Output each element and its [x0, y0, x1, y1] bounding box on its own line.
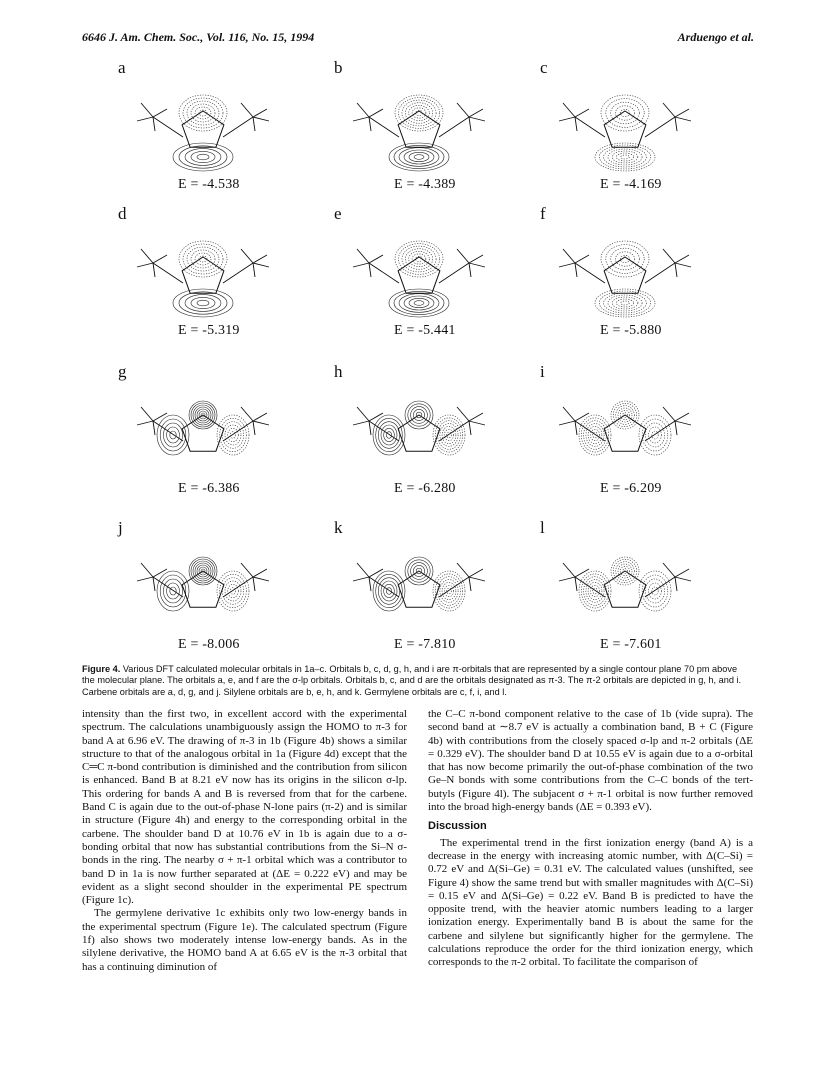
- panel-label: k: [334, 518, 343, 537]
- orbital-panel-i: [540, 362, 755, 512]
- orbital-energy: E = -6.280: [394, 481, 456, 496]
- figure-caption: [82, 664, 752, 698]
- orbital-panel-j: [118, 518, 333, 668]
- orbital-contour-plot: [334, 380, 534, 485]
- orbital-energy: E = -6.386: [178, 481, 240, 496]
- orbital-contour-plot: [334, 222, 534, 327]
- panel-label: c: [540, 58, 548, 77]
- section-heading: Discussion: [428, 820, 487, 833]
- orbital-panel-b: [334, 58, 549, 208]
- right-paragraph-1: the C–C π-bond component relative to the case of 1b (vide supra). The second band at ∼8.7 eV is actually a combination band, B + C (Figure 4b) with contributions from the closely spaced σ-lp and π-2 orbitals (ΔE = 0.329 eV). The shoulder band D at 10.55 eV is again due to a σ-orbital that has now become primarily the out-of-phase combination of the two Ge–N bonds with some contributions from the C–C bonds of the tert-butyls (Figure 4l). The subjacent σ + π-1 orbital is now further removed into the broad high-energy bands (ΔE = 0.393 eV).: [428, 708, 753, 814]
- panel-label: h: [334, 362, 343, 381]
- orbital-panel-g: [118, 362, 333, 512]
- orbital-energy: E = -4.389: [394, 177, 456, 192]
- orbital-energy: E = -5.319: [178, 323, 240, 338]
- panel-label: b: [334, 58, 343, 77]
- orbital-panel-a: [118, 58, 333, 208]
- left-paragraph-2: The germylene derivative 1c exhibits only two low-energy bands in the experimental spectrum (Figure 1e). The calculated spectrum (Figure 1f) also shows two moderately intense low-energy bands. As in the silylene derivative, the HOMO band A at 6.65 eV is the π-3 orbital that has a continuing diminution of: [82, 907, 407, 973]
- orbital-contour-plot: [540, 222, 740, 327]
- caption-title: Figure 4.: [82, 664, 121, 674]
- orbital-energy: E = -6.209: [600, 481, 662, 496]
- right-column: [428, 708, 753, 970]
- panel-label: e: [334, 204, 342, 223]
- orbital-panel-h: [334, 362, 549, 512]
- orbital-contour-plot: [118, 222, 318, 327]
- right-paragraph-2: The experimental trend in the first ionization energy (band A) is a decrease in the energy with increasing atomic number, with Δ(C–Si) = 0.72 eV and Δ(Si–Ge) = 0.31 eV. The calculated values (unshifted, see Figure 4) show the same trend but with smaller magnitudes with Δ(C–Si) = 0.15 eV and Δ(Si–Ge) = 0.22 eV. Band B is predicted to have the opposite trend, with the heavier atomic numbers leading to a larger ionization energy. Experimentally band B is about the same for the carbene and silylene but significantly higher for the germylene. The calculations reproduce the order for the third ionization energy, which corresponds to the π-2 orbital. To facilitate the comparison of: [428, 836, 753, 969]
- panel-label: l: [540, 518, 545, 537]
- orbital-energy: E = -7.810: [394, 637, 456, 652]
- author-line: Arduengo et al.: [677, 30, 754, 44]
- caption-text: Various DFT calculated molecular orbitals in 1a–c. Orbitals b, c, d, g, h, and i are π-orbitals that are represented by a single contour plane 70 pm above the molecular plane. The orbitals a, e, and f are the σ-lp orbitals. Orbitals b, c, and d are the orbitals designated as π-3. The π-2 orbitals are depicted in g, h, and i. Carbene orbitals are a, d, g, and j. Silylene orbitals are b, e, h, and k. Germylene orbitals are c, f, i, and l.: [82, 664, 742, 697]
- orbital-contour-plot: [118, 536, 318, 641]
- orbital-contour-plot: [118, 380, 318, 485]
- orbital-contour-plot: [334, 536, 534, 641]
- orbital-energy: E = -8.006: [178, 637, 240, 652]
- panel-label: g: [118, 362, 127, 381]
- orbital-panel-c: [540, 58, 755, 208]
- orbital-panel-f: [540, 204, 755, 354]
- orbital-panel-l: [540, 518, 755, 668]
- panel-label: f: [540, 204, 546, 223]
- orbital-energy: E = -7.601: [600, 637, 662, 652]
- orbital-contour-plot: [540, 76, 740, 181]
- orbital-panel-e: [334, 204, 549, 354]
- panel-label: a: [118, 58, 126, 77]
- panel-label: d: [118, 204, 127, 223]
- orbital-energy: E = -5.880: [600, 323, 662, 338]
- orbital-panel-k: [334, 518, 549, 668]
- running-header: [82, 30, 754, 46]
- orbital-contour-plot: [334, 76, 534, 181]
- orbital-energy: E = -4.169: [600, 177, 662, 192]
- left-paragraph-1: intensity than the first two, in excellent accord with the experimental spectrum. The calculations unambiguously assign the HOMO to π-3 for band A at 6.96 eV. The drawing of π-3 in 1b (Figure 4b) shows a similar structure to that of the analogous orbital in 1a (Figure 4d) except that the C═C π-bond contribution is diminished and the contribution from silicon is enhanced. Band B at 8.21 eV now has its origins in the silicon σ-lp. This ordering for bands A and B is reversed from that for the carbene. Band C is again due to the out-of-phase N-lone pairs (π-2) and is similar in structure (Figure 4h) and energy to the corresponding orbital in the carbene. The shoulder band D at 10.76 eV in 1b is again due to a σ-bonding orbital that now has substantial contributions from the Si–N σ-bonds in the ring. The nearby σ + π-1 orbital which was a contributor to band D in 1a is now further separated at (ΔE = 0.222 eV) and may be evident as a slight second shoulder in the experimental PE spectrum (Figure 1c).: [82, 708, 407, 907]
- panel-label: j: [118, 518, 123, 537]
- left-column: [82, 708, 407, 974]
- panel-label: i: [540, 362, 545, 381]
- orbital-energy: E = -4.538: [178, 177, 240, 192]
- orbital-contour-plot: [540, 380, 740, 485]
- orbital-contour-plot: [118, 76, 318, 181]
- orbital-energy: E = -5.441: [394, 323, 456, 338]
- orbital-contour-plot: [540, 536, 740, 641]
- page-citation: 6646 J. Am. Chem. Soc., Vol. 116, No. 15, 1994: [82, 30, 315, 44]
- orbital-panel-d: [118, 204, 333, 354]
